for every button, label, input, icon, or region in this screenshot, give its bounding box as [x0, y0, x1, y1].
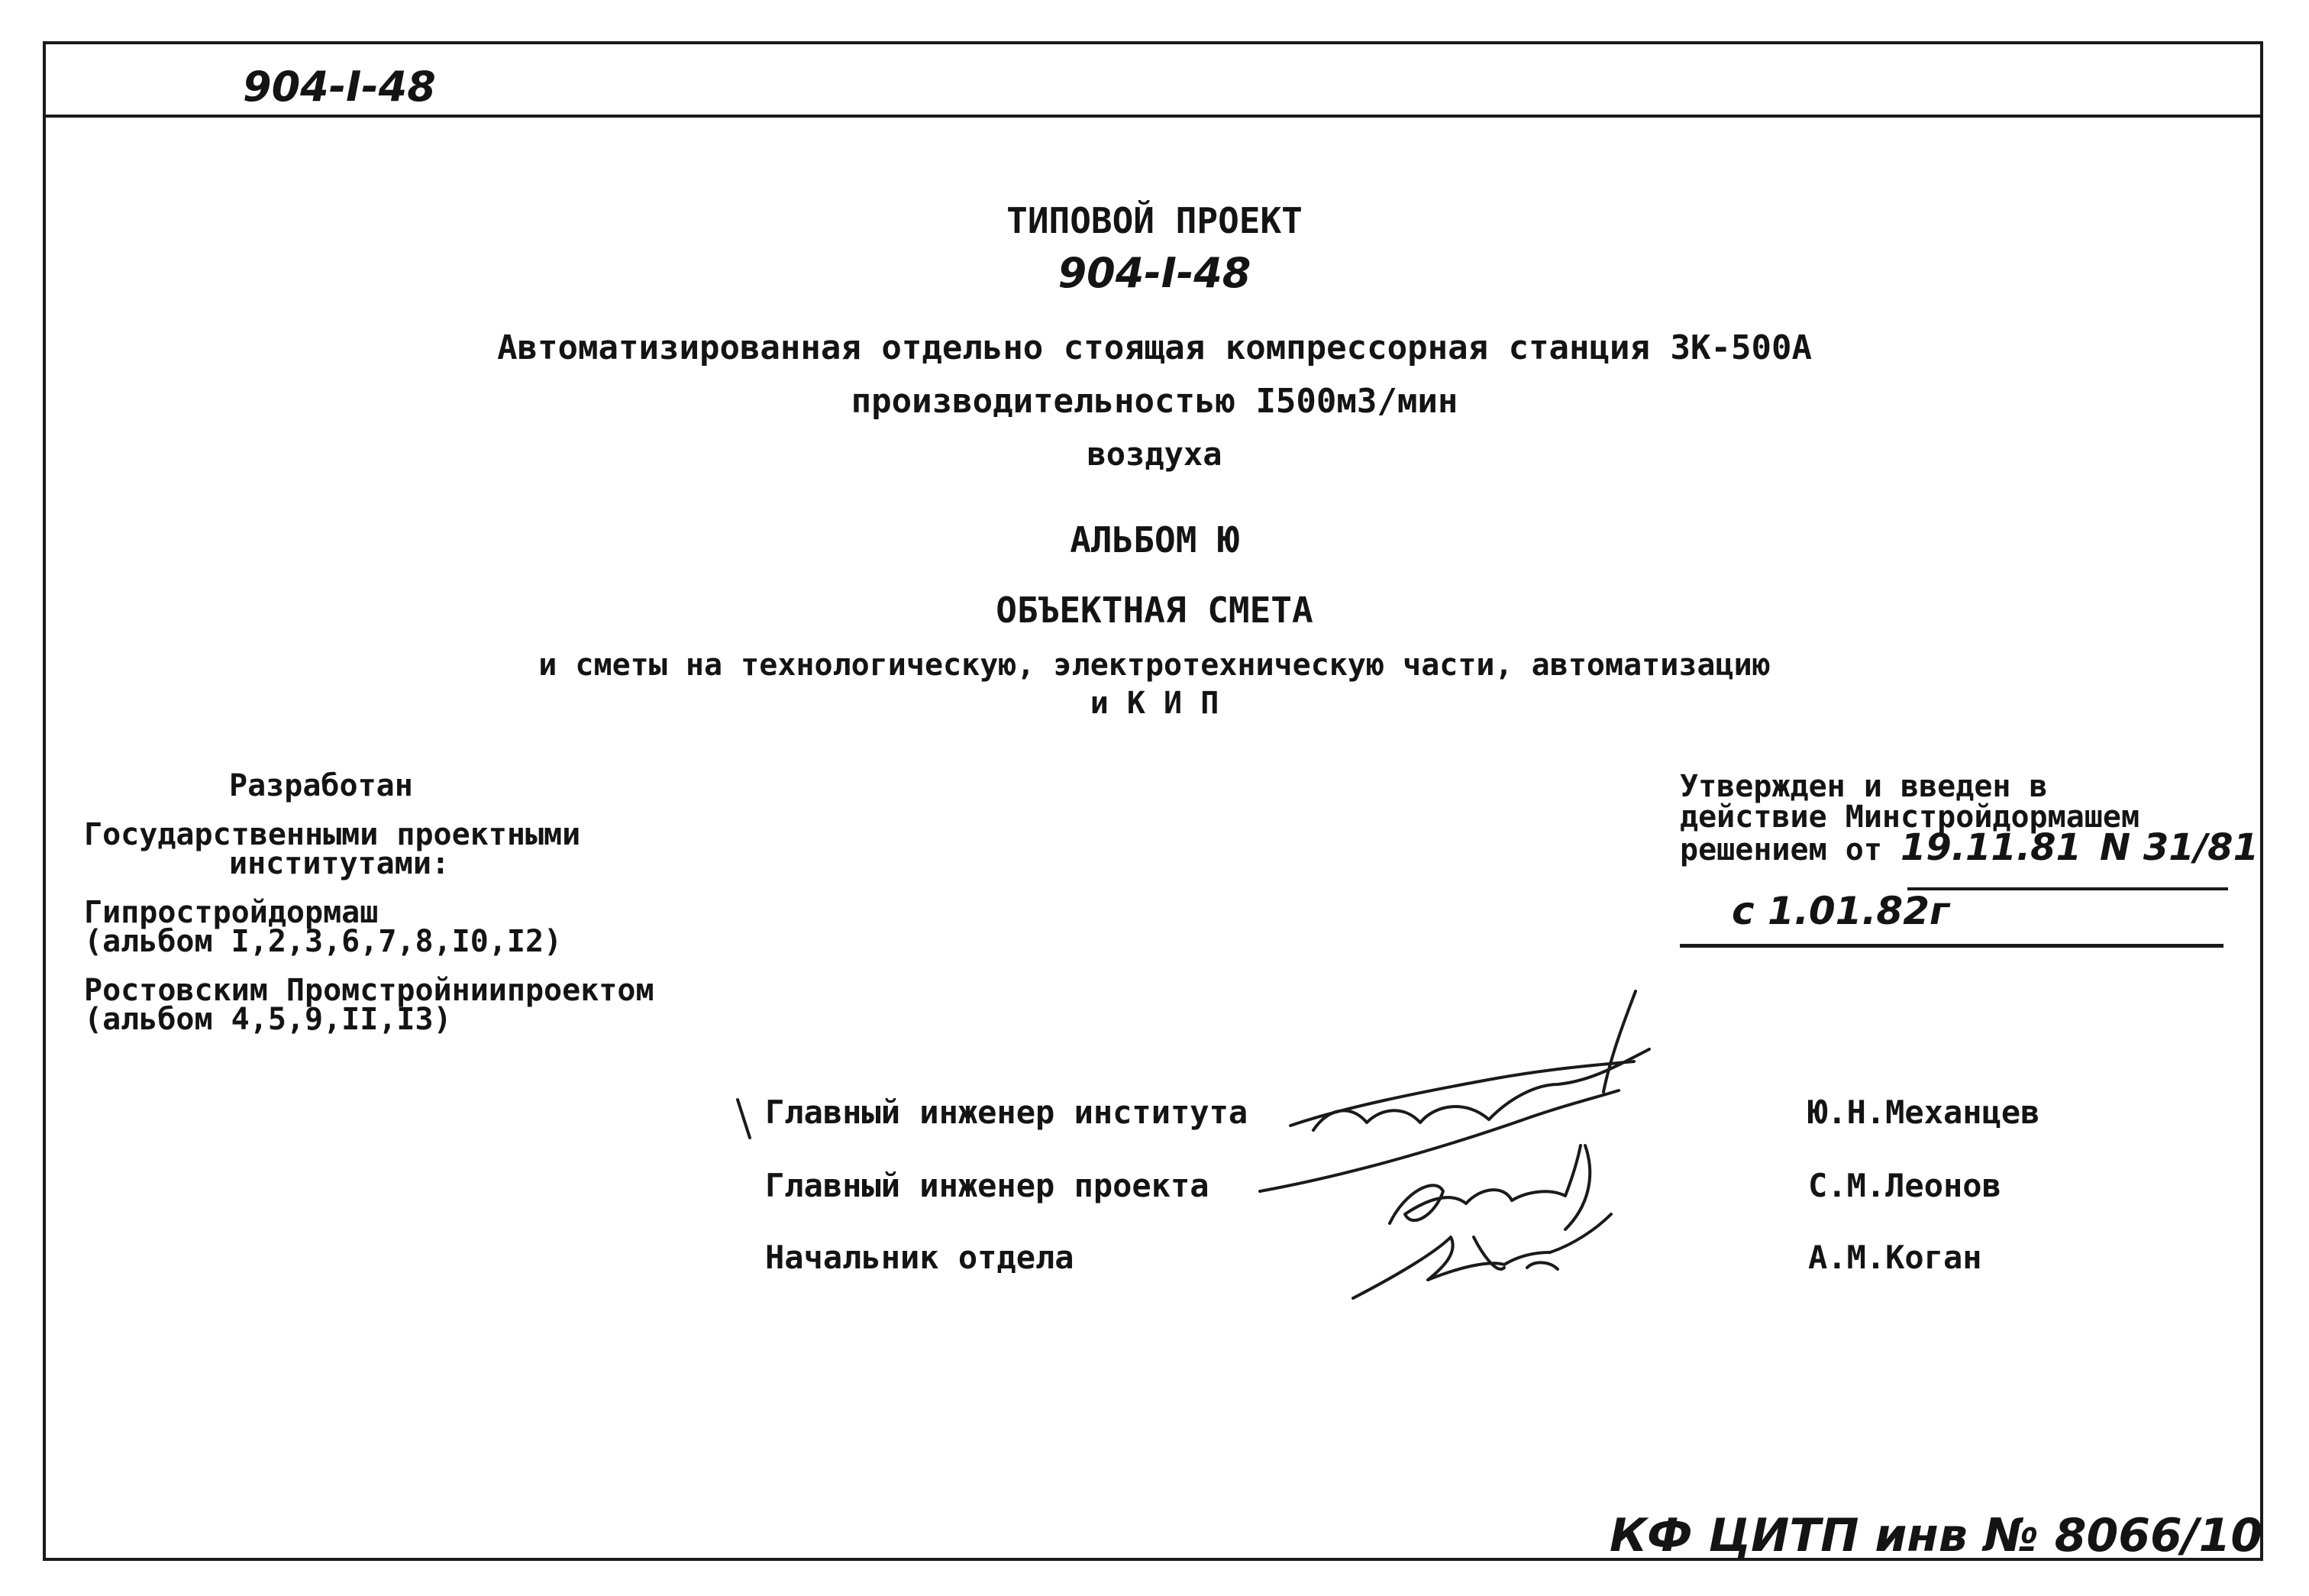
- doc-type: ТИПОВОЙ ПРОЕКТ: [1006, 200, 1303, 241]
- signature-1-scribble: [738, 991, 1649, 1191]
- signature-name-2: С.М.Леонов: [1808, 1167, 2001, 1204]
- signature-role-2: Главный инженер проекта: [765, 1167, 1209, 1204]
- archive-stamp: КФ ЦИТП инв № 8066/10: [1610, 1509, 2263, 1562]
- institute-1-name: Гипростройдормаш: [84, 895, 379, 930]
- header-code: 904-I-48: [243, 63, 436, 111]
- institute-1-albums: (альбом I,2,3,6,7,8,I0,I2): [84, 924, 563, 959]
- approval-line-1: Утвержден и введен в: [1680, 769, 2048, 804]
- signature-name-1: Ю.Н.Механцев: [1808, 1094, 2040, 1131]
- approval-line-2: действие Минстройдормашем: [1680, 800, 2140, 835]
- developer-line-1: Государственными проектными: [84, 817, 581, 852]
- signature-role-1: Главный инженер института: [765, 1094, 1248, 1131]
- effective-date: с 1.01.82г: [1732, 889, 1950, 933]
- project-name-line-3: воздуха: [1087, 435, 1222, 473]
- developer-line-2: институтами:: [229, 846, 450, 881]
- signature-3-scribble: [1353, 1214, 1611, 1298]
- signature-name-3: А.М.Коган: [1808, 1239, 1982, 1276]
- institute-2-albums: (альбом 4,5,9,II,I3): [84, 1002, 452, 1037]
- project-name-line-2: производительностью I500м3/мин: [851, 382, 1458, 421]
- signature-role-3: Начальник отдела: [765, 1239, 1074, 1276]
- decision-date: 19.11.81: [1900, 826, 2081, 869]
- album-title: АЛЬБОМ Ю: [1070, 519, 1239, 561]
- developer-heading: Разработан: [229, 768, 413, 803]
- estimate-title: ОБЪЕКТНАЯ СМЕТА: [996, 590, 1313, 631]
- approval-prefix: решением от: [1680, 832, 1882, 867]
- institute-2-name: Ростовским Промстройниипроектом: [84, 973, 654, 1008]
- estimate-subtitle-1: и сметы на технологическую, электротехническую части, автоматизацию: [538, 648, 1771, 683]
- project-name-line-1: Автоматизированная отдельно стоящая компрессорная станция ЗК-500А: [497, 328, 1812, 367]
- estimate-subtitle-2: и К И П: [1090, 686, 1219, 721]
- decision-number: N 31/81: [2099, 826, 2259, 869]
- project-number: 904-I-48: [1058, 249, 1251, 297]
- signature-2-scribble: [1390, 1145, 1590, 1229]
